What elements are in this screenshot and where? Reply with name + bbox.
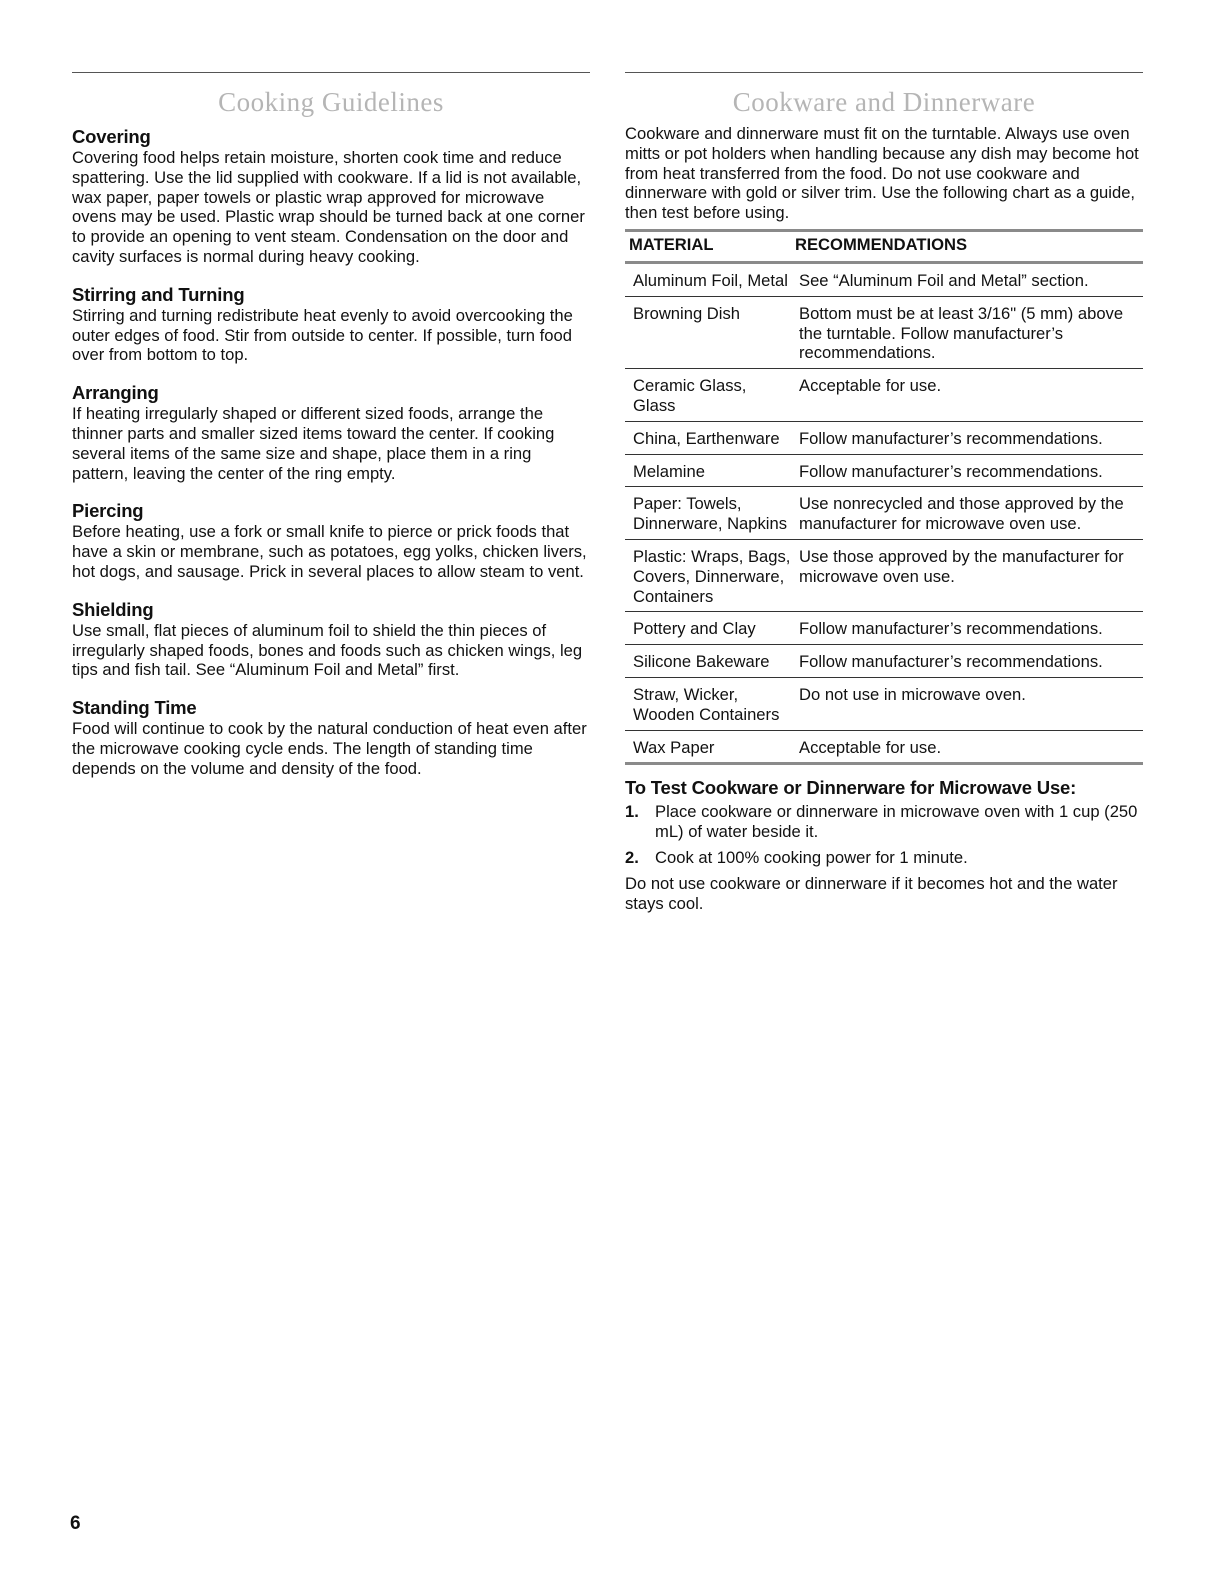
recommendation-cell: Follow manufacturer’s recommendations. [791,421,1143,454]
table-row [625,262,1143,296]
table-row [625,677,1143,730]
material-cell: Pottery and Clay [625,612,791,645]
material-header: MATERIAL [625,230,791,262]
table-row [625,454,1143,487]
arranging-section [72,382,590,483]
recommendation-cell: Follow manufacturer’s recommendations. [791,454,1143,487]
covering-section [72,126,590,267]
page-number: 6 [70,1513,81,1534]
recommendation-cell: Use those approved by the manufacturer for microwave oven use. [791,539,1143,611]
table-row [625,612,1143,645]
stirring-section [72,284,590,365]
recommendation-cell: Do not use in microwave oven. [791,677,1143,730]
arranging-heading: Arranging [72,382,159,404]
test-closing-note: Do not use cookware or dinnerware if it becomes hot and the water stays cool. [625,873,1118,913]
cookware-column [625,72,1143,913]
recommendation-cell: See “Aluminum Foil and Metal” section. [791,262,1143,296]
material-cell: China, Earthenware [625,421,791,454]
shielding-text: Use small, flat pieces of aluminum foil to shield the thin pieces of irregularly shaped foods, bones and foods such as chicken wings, leg tips and fish tail. See “Aluminum Foil and Metal” first. [72,620,583,680]
material-cell: Aluminum Foil, Metal [625,262,791,296]
step-number: 1. [625,802,639,822]
top-divider [72,72,590,73]
table-row [625,645,1143,678]
test-step [625,802,1143,842]
material-cell: Browning Dish [625,296,791,368]
covering-text: Covering food helps retain moisture, shorten cook time and reduce spattering. Use the lid supplied with cookware. If a lid is not available, wax paper, paper towels or plastic wrap approved for microwave ovens may be used. Plastic wrap should be turned back at one corner to provide an opening to vent steam. Condensation on the door and cavity surfaces is normal during heavy cooking. [72,148,585,266]
table-row [625,296,1143,368]
recommendation-cell: Use nonrecycled and those approved by the manufacturer for microwave oven use. [791,487,1143,540]
covering-heading: Covering [72,126,151,147]
cookware-table [625,229,1143,765]
shielding-heading: Shielding [72,598,154,620]
stirring-heading: Stirring and Turning [72,283,245,305]
shielding-section [72,599,590,680]
recommendation-cell: Follow manufacturer’s recommendations. [791,645,1143,678]
table-row [625,421,1143,454]
test-step [625,848,1143,868]
standing-time-section [72,697,590,778]
standing-time-heading: Standing Time [72,697,197,719]
top-divider [625,72,1143,73]
material-cell: Ceramic Glass, Glass [625,369,791,422]
table-row [625,369,1143,422]
test-cookware-heading: To Test Cookware or Dinnerware for Microwave Use: [625,777,1077,799]
cookware-title: Cookware and Dinnerware [732,87,1036,117]
step-number: 2. [625,847,639,867]
step-text: Cook at 100% cooking power for 1 minute. [655,847,968,867]
table-header-row [625,230,1143,262]
material-cell: Paper: Towels, Dinnerware, Napkins [625,487,791,540]
recommendations-header: RECOMMENDATIONS [791,230,1143,262]
cooking-guidelines-column [72,72,590,796]
piercing-heading: Piercing [72,500,144,522]
step-text: Place cookware or dinnerware in microwave oven with 1 cup (250 mL) of water beside it. [655,802,1138,842]
standing-time-text: Food will continue to cook by the natural conduction of heat even after the microwave cooking cycle ends. The length of standing time depends on the volume and density of the food. [72,719,587,778]
recommendation-cell: Bottom must be at least 3/16" (5 mm) above the turntable. Follow manufacturer’s recommendations. [791,296,1143,368]
piercing-section [72,500,590,581]
table-row [625,730,1143,764]
table-row [625,487,1143,540]
material-cell: Plastic: Wraps, Bags, Covers, Dinnerware, Containers [625,539,791,611]
material-cell: Silicone Bakeware [625,645,791,678]
arranging-text: If heating irregularly shaped or different sized foods, arrange the thinner parts and smaller sized items toward the center. If cooking several items of the same size and shape, place them in a ring pattern, leaving the center of the ring empty. [72,404,555,483]
material-cell: Wax Paper [625,730,791,764]
piercing-text: Before heating, use a fork or small knife to pierce or prick foods that have a skin or membrane, such as potatoes, egg yolks, chicken livers, hot dogs, and sausage. Prick in several places to allow steam to vent. [72,522,587,581]
cookware-intro: Cookware and dinnerware must fit on the turntable. Always use oven mitts or pot holders when handling because any dish may become hot from heat transferred from the food. Do not use cookware and dinnerware with gold or silver trim. Use the following chart as a guide, then test before using. [625,124,1139,223]
recommendation-cell: Follow manufacturer’s recommendations. [791,612,1143,645]
material-cell: Melamine [625,454,791,487]
cooking-guidelines-title: Cooking Guidelines [218,87,444,117]
recommendation-cell: Acceptable for use. [791,369,1143,422]
material-cell: Straw, Wicker, Wooden Containers [625,677,791,730]
recommendation-cell: Acceptable for use. [791,730,1143,764]
stirring-text: Stirring and turning redistribute heat evenly to avoid overcooking the outer edges of food. Stir from outside to center. If possible, turn food over from bottom to top. [72,305,573,365]
table-row [625,539,1143,611]
